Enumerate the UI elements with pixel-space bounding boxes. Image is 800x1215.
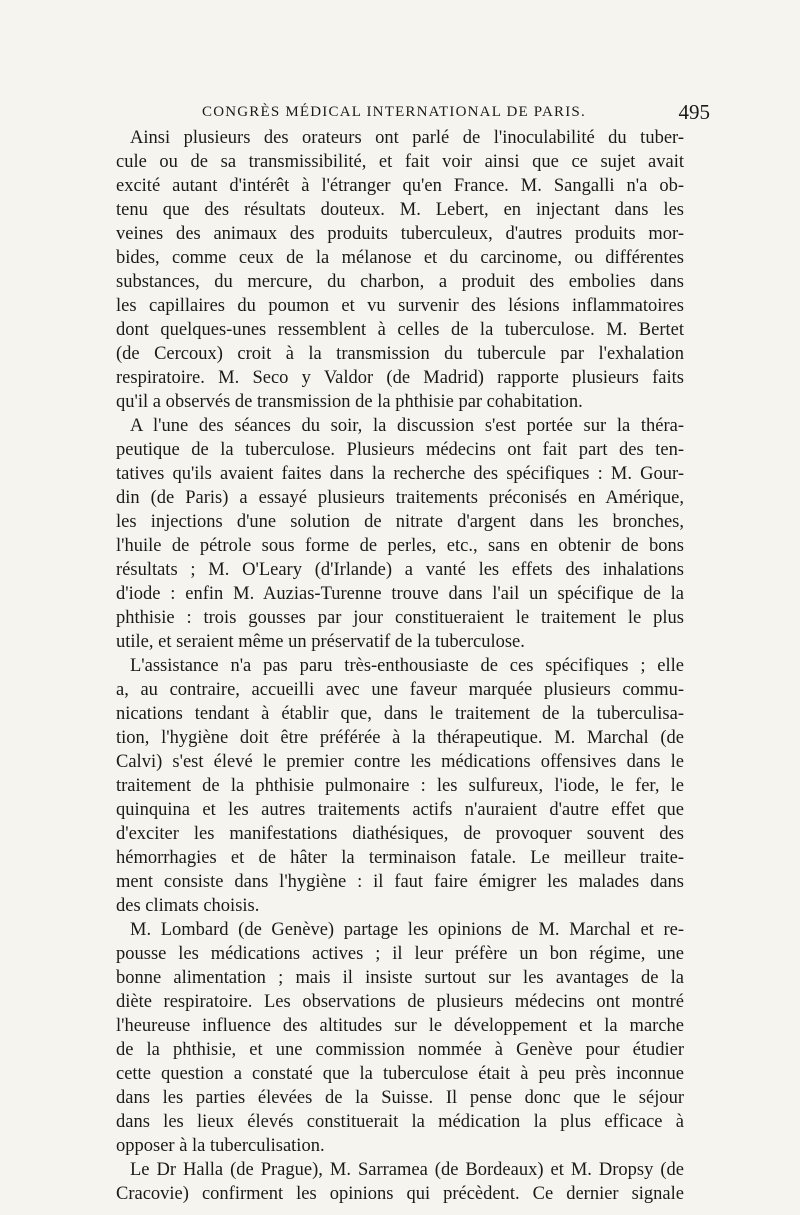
text-line: résultats ; M. O'Leary (d'Irlande) a vanté les effets des inhalations: [116, 560, 684, 580]
text-line: Calvi) s'est élevé le premier contre les médications offensives dans le: [116, 752, 684, 772]
text-line: nications tendant à établir que, dans le traitement de la tuberculisa-: [116, 704, 684, 724]
text-line: tion, l'hygiène doit être préférée à la thérapeutique. M. Marchal (de: [116, 728, 684, 748]
text-line: Ainsi plusieurs des orateurs ont parlé de l'inoculabilité du tuber-: [130, 128, 684, 148]
text-line: utile, et seraient même un préservatif de la tuberculose.: [116, 632, 525, 652]
text-line: les capillaires du poumon et vu survenir des lésions inflammatoires: [116, 296, 684, 316]
page-number: 495: [678, 100, 710, 124]
text-line: veines des animaux des produits tuberculeux, d'autres produits mor-: [116, 224, 684, 244]
page-header: [110, 100, 710, 124]
text-line: dans les lieux élevés constituerait la médication la plus efficace à: [116, 1112, 684, 1132]
text-line: Cracovie) confirment les opinions qui précèdent. Ce dernier signale: [116, 1184, 684, 1204]
text-line: hémorrhagies et de hâter la terminaison fatale. Le meilleur traite-: [116, 848, 684, 868]
text-line: d'iode : enfin M. Auzias-Turenne trouve dans l'ail un spécifique de la: [116, 584, 684, 604]
text-line: cette question a constaté que la tuberculose était à peu près inconnue: [116, 1064, 684, 1084]
text-line: ment consiste dans l'hygiène : il faut faire émigrer les malades dans: [116, 872, 684, 892]
text-line: bides, comme ceux de la mélanose et du carcinome, ou différentes: [116, 248, 684, 268]
text-line: d'exciter les manifestations diathésiques, de provoquer souvent des: [116, 824, 684, 844]
text-line: opposer à la tuberculisation.: [116, 1136, 325, 1156]
text-line: substances, du mercure, du charbon, a produit des embolies dans: [116, 272, 684, 292]
text-line: quinquina et les autres traitements actifs n'auraient d'autre effet que: [116, 800, 684, 820]
text-line: din (de Paris) a essayé plusieurs traitements préconisés en Amérique,: [116, 488, 684, 508]
text-line: Le Dr Halla (de Prague), M. Sarramea (de Bordeaux) et M. Dropsy (de: [130, 1160, 684, 1180]
text-line: qu'il a observés de transmission de la phthisie par cohabitation.: [116, 392, 583, 412]
text-line: peutique de la tuberculose. Plusieurs médecins ont fait part des ten-: [116, 440, 684, 460]
text-line: de la phthisie, et une commission nommée à Genève pour étudier: [116, 1040, 684, 1060]
text-line: cule ou de sa transmissibilité, et fait voir ainsi que ce sujet avait: [116, 152, 684, 172]
text-line: pousse les médications actives ; il leur préfère un bon régime, une: [116, 944, 684, 964]
text-line: phthisie : trois gousses par jour constitueraient le traitement le plus: [116, 608, 684, 628]
text-line: L'assistance n'a pas paru très-enthousiaste de ces spécifiques ; elle: [130, 656, 684, 676]
text-line: a, au contraire, accueilli avec une faveur marquée plusieurs commu-: [116, 680, 684, 700]
text-line: dont quelques-unes ressemblent à celles de la tuberculose. M. Bertet: [116, 320, 684, 340]
text-line: (de Cercoux) croit à la transmission du tubercule par l'exhalation: [116, 344, 684, 364]
text-line: dans les parties élevées de la Suisse. Il pense donc que le séjour: [116, 1088, 684, 1108]
text-line: tatives qu'ils avaient faites dans la recherche des spécifiques : M. Gour-: [116, 464, 684, 484]
text-line: respiratoire. M. Seco y Valdor (de Madrid) rapporte plusieurs faits: [116, 368, 684, 388]
text-line: M. Lombard (de Genève) partage les opinions de M. Marchal et re-: [130, 920, 684, 940]
text-line: excité autant d'intérêt à l'étranger qu'en France. M. Sangalli n'a ob-: [116, 176, 684, 196]
body-text: [116, 126, 684, 1206]
text-line: l'heureuse influence des altitudes sur le développement et la marche: [116, 1016, 684, 1036]
text-line: traitement de la phthisie pulmonaire : les sulfureux, l'iode, le fer, le: [116, 776, 684, 796]
text-line: tenu que des résultats douteux. M. Lebert, en injectant dans les: [116, 200, 684, 220]
text-line: diète respiratoire. Les observations de plusieurs médecins ont montré: [116, 992, 684, 1012]
text-line: les injections d'une solution de nitrate d'argent dans les bronches,: [116, 512, 684, 532]
text-line: A l'une des séances du soir, la discussion s'est portée sur la théra-: [130, 416, 684, 436]
running-head: CONGRÈS MÉDICAL INTERNATIONAL DE PARIS.: [202, 104, 586, 120]
text-line: des climats choisis.: [116, 896, 260, 916]
text-line: l'huile de pétrole sous forme de perles, etc., sans en obtenir de bons: [116, 536, 684, 556]
text-line: bonne alimentation ; mais il insiste surtout sur les avantages de la: [116, 968, 684, 988]
